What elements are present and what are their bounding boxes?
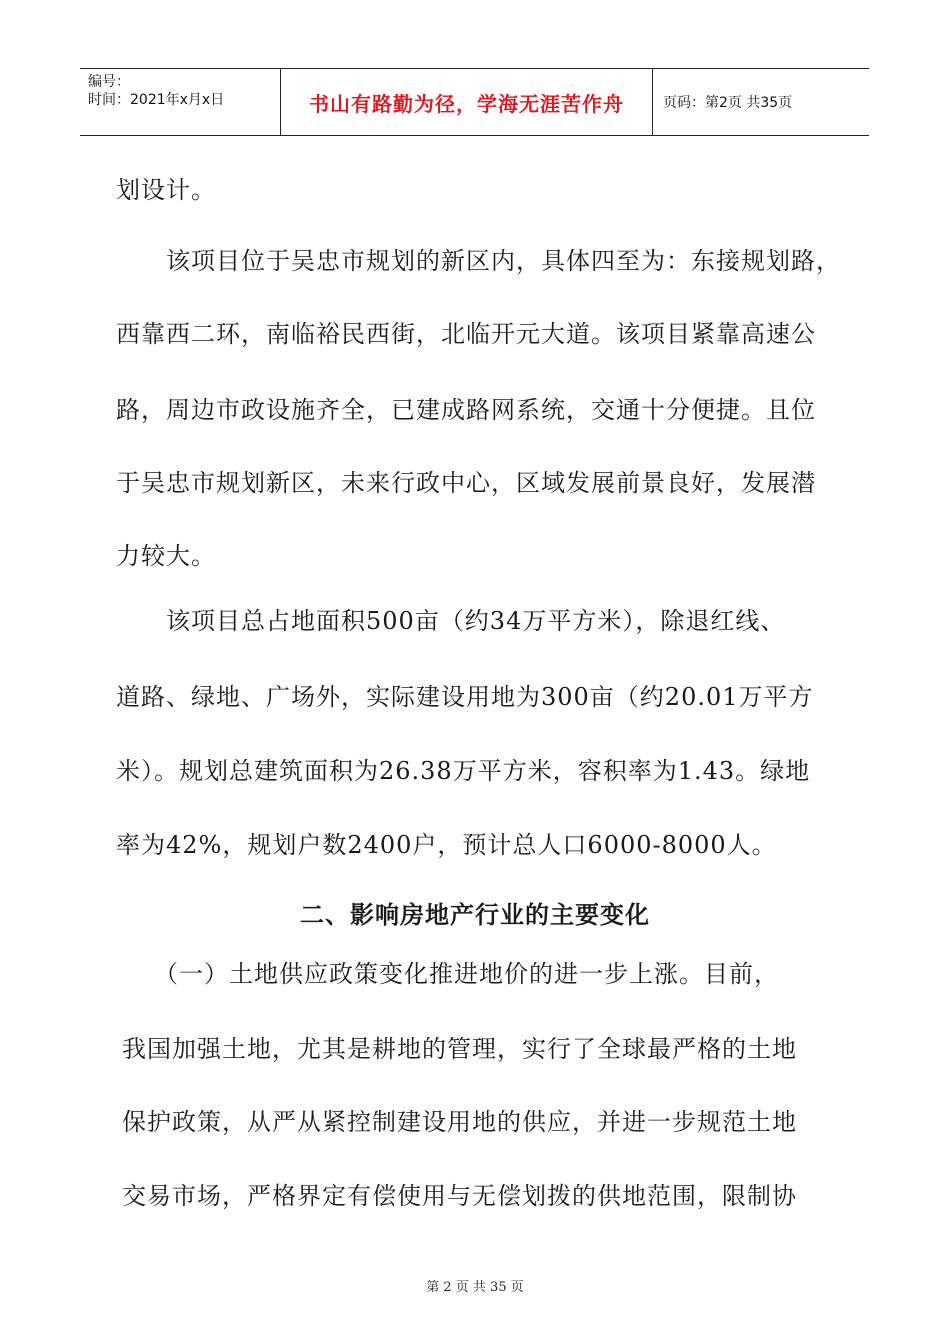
paragraph-line: 率为42%，规划户数2400户，预计总人口6000-8000人。 <box>116 831 777 859</box>
paragraph-line: 道路、绿地、广场外，实际建设用地为300亩（约20.01万平方 <box>116 683 814 711</box>
header-page-number: 页码：第2页 共35页 <box>663 95 793 111</box>
paragraph-line: 该项目总占地面积500亩（约34万平方米），除退红线、 <box>166 607 786 635</box>
document-number-label: 编号： <box>88 74 130 90</box>
paragraph-line: 西靠西二环，南临裕民西街，北临开元大道。该项目紧靠高速公 <box>116 320 816 348</box>
document-header <box>80 68 869 136</box>
paragraph-line: 保护政策，从严从紧控制建设用地的供应，并进一步规范土地 <box>122 1108 797 1136</box>
paragraph-line: 我国加强土地，尤其是耕地的管理，实行了全球最严格的土地 <box>122 1035 797 1063</box>
section-heading: 二、影响房地产行业的主要变化 <box>300 901 650 929</box>
paragraph-line: 划设计。 <box>116 176 216 204</box>
paragraph-line: （一）土地供应政策变化推进地价的进一步上涨。目前， <box>154 960 779 988</box>
paragraph-line: 于吴忠市规划新区，未来行政中心，区域发展前景良好，发展潜 <box>116 469 816 497</box>
page-footer: 第 2 页 共 35 页 <box>426 1280 524 1295</box>
paragraph-line: 交易市场，严格界定有偿使用与无偿划拨的供地范围，限制协 <box>122 1182 797 1210</box>
paragraph-line: 米）。规划总建筑面积为26.38万平方米，容积率为1.43。绿地 <box>116 757 811 785</box>
header-motto: 书山有路勤为径，学海无涯苦作舟 <box>309 91 624 116</box>
header-motto-cell <box>281 69 653 135</box>
header-meta-cell <box>80 69 281 135</box>
paragraph-line: 路，周边市政设施齐全，已建成路网系统，交通十分便捷。且位 <box>116 396 816 424</box>
header-page-cell <box>653 69 869 135</box>
document-time-label: 时间：2021年x月x日 <box>88 92 225 108</box>
paragraph-line: 该项目位于吴忠市规划的新区内，具体四至为：东接规划路， <box>166 247 841 275</box>
paragraph-line: 力较大。 <box>116 542 216 570</box>
